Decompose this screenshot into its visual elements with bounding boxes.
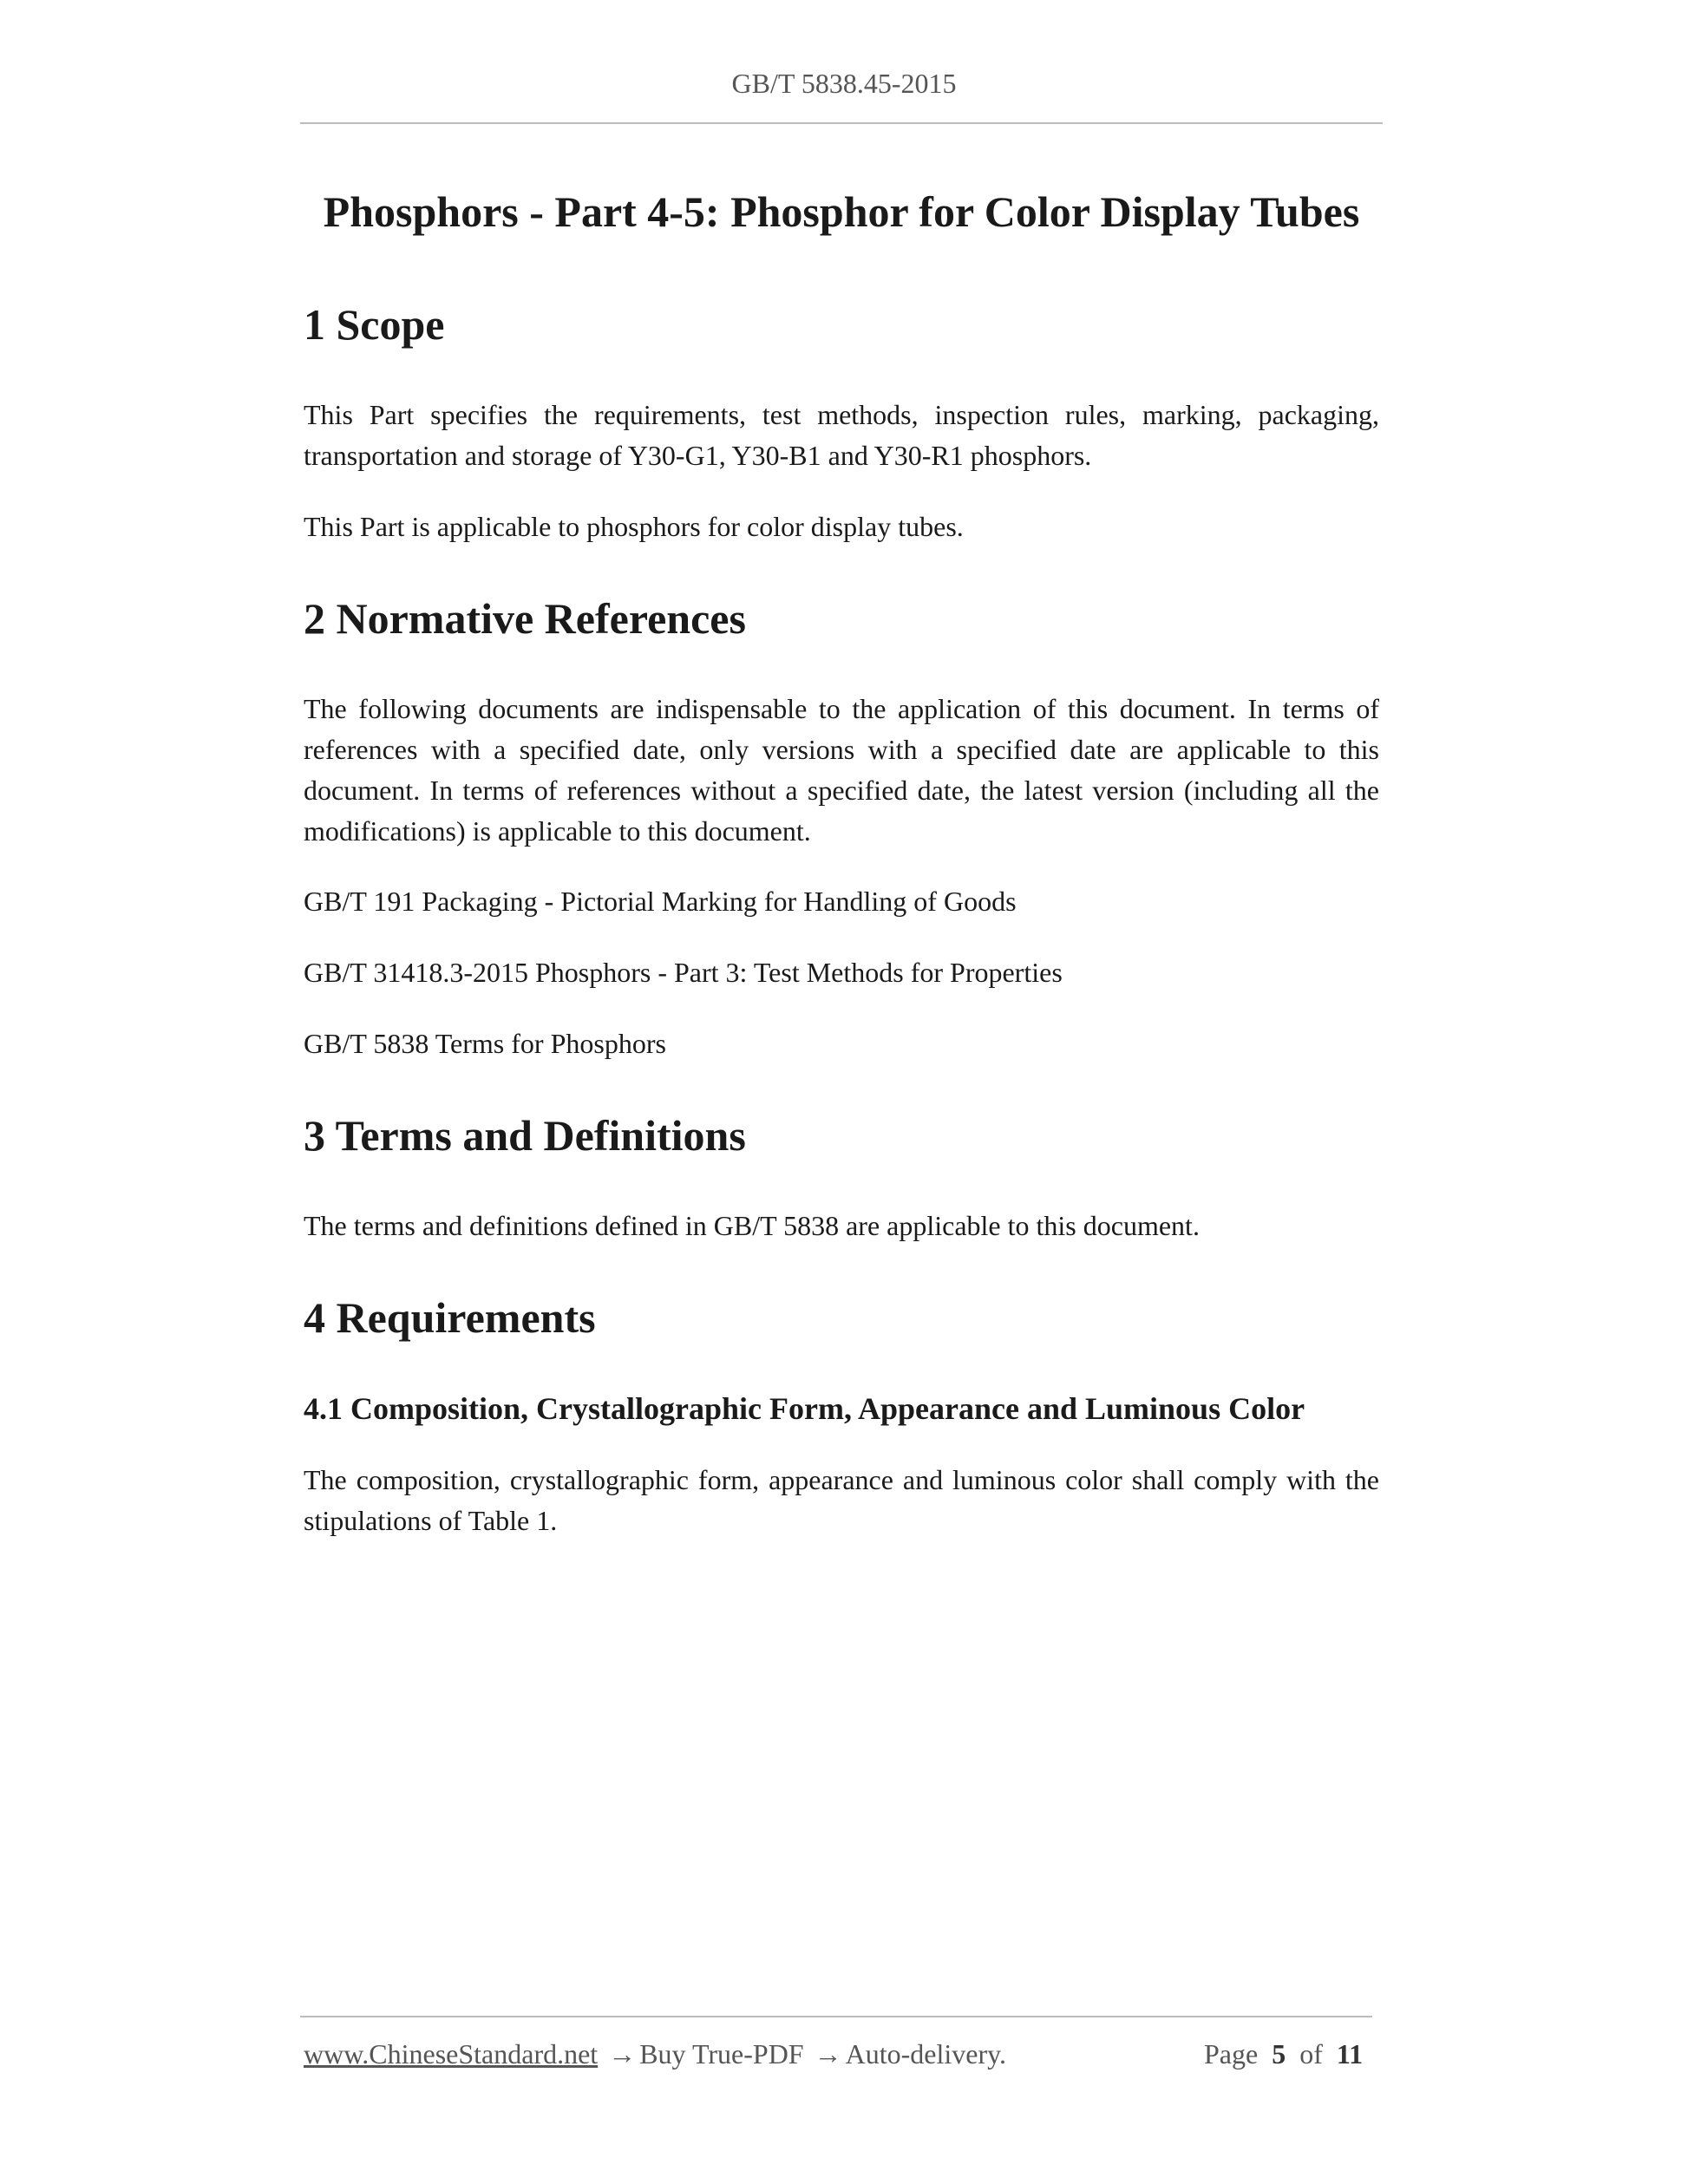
running-header-standard-code: GB/T 5838.45-2015 [731, 68, 957, 99]
page-total: 11 [1336, 2038, 1364, 2070]
buy-true-pdf-text: Buy True-PDF [639, 2038, 804, 2070]
auto-delivery-text: Auto-delivery. [845, 2038, 1007, 2070]
footer-divider [300, 2016, 1372, 2017]
section-heading-terms-and-definitions: 3 Terms and Definitions [304, 1111, 746, 1160]
page-of-label: of [1299, 2038, 1323, 2070]
document-title: Phosphors - Part 4-5: Phosphor for Color Display Tubes [323, 187, 1360, 236]
page-number [1204, 2034, 1363, 2075]
reference-item: GB/T 5838 Terms for Phosphors [304, 1028, 666, 1059]
terms-paragraph: The terms and definitions defined in GB/T 5838 are applicable to this document. [304, 1210, 1200, 1241]
header-divider [300, 122, 1383, 124]
page-current: 5 [1272, 2038, 1286, 2070]
requirements-paragraph: The composition, crystallographic form, appearance and luminous color shall comply with the stipulations of Table 1. [304, 1464, 1379, 1536]
section-heading-normative-references: 2 Normative References [304, 594, 746, 643]
scope-paragraph-1: This Part specifies the requirements, test methods, inspection rules, marking, packaging, transportation and storage of Y30-G1, Y30-B1 and Y30-R1 phosphors. [304, 399, 1379, 471]
section-heading-requirements: 4 Requirements [304, 1293, 596, 1342]
arrow-right-icon: → [814, 2038, 842, 2070]
section-heading-scope: 1 Scope [304, 300, 445, 349]
normative-references-intro: The following documents are indispensable to the application of this document. In terms of references with a specified date, only versions with a specified date are applicable to this document. In terms of references without a specified date, the latest version (including all the modifications) is applicable to this document. [304, 693, 1379, 847]
scope-paragraph-2: This Part is applicable to phosphors for color display tubes. [304, 511, 964, 542]
page-label: Page [1204, 2038, 1259, 2070]
reference-item: GB/T 31418.3-2015 Phosphors - Part 3: Test Methods for Properties [304, 957, 1063, 988]
subsection-heading-composition: 4.1 Composition, Crystallographic Form, Appearance and Luminous Color [304, 1391, 1305, 1426]
reference-item: GB/T 191 Packaging - Pictorial Marking for Handling of Goods [304, 886, 1017, 917]
footer-promo [304, 2034, 1006, 2075]
site-link[interactable]: www.ChineseStandard.net [304, 2038, 599, 2070]
arrow-right-icon: → [608, 2038, 637, 2070]
